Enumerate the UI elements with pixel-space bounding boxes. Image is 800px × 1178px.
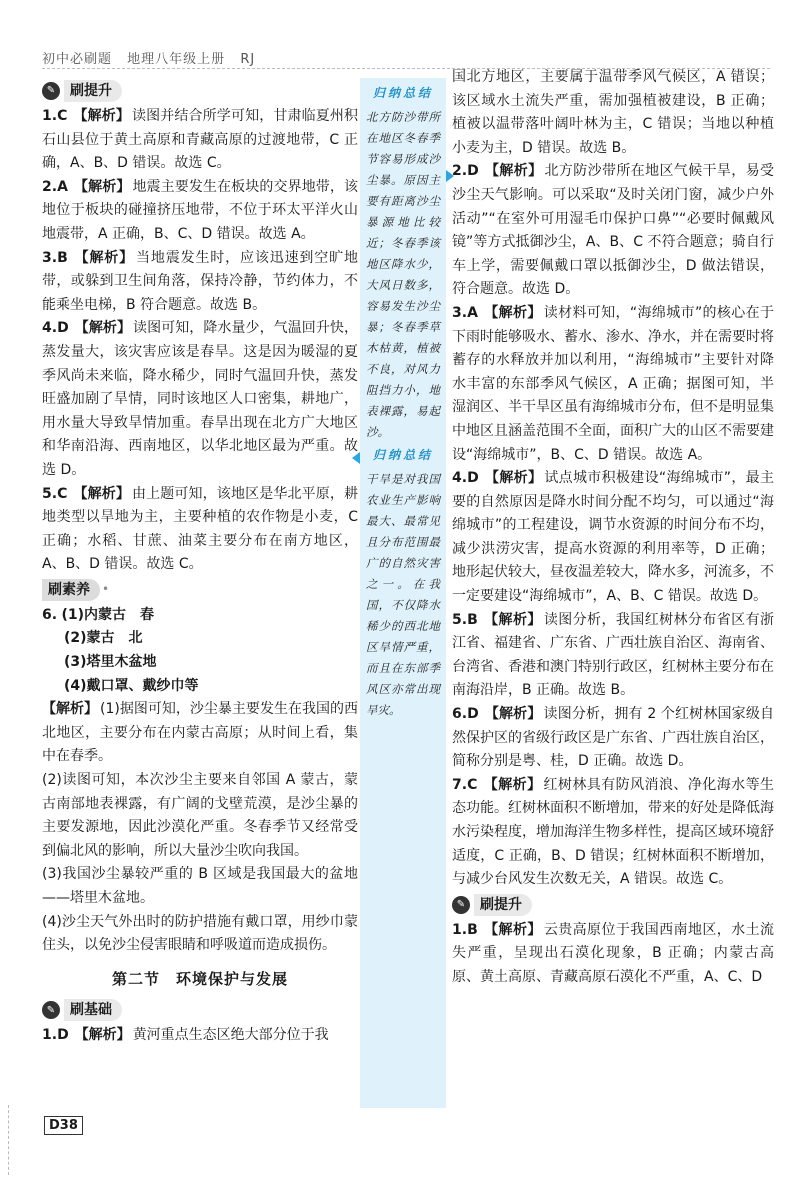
header-book-series: 初中必刷题 [42,52,113,67]
section-badge-basic: ✎ 刷基础 [42,999,122,1021]
running-header [42,48,265,67]
right-column [452,66,774,990]
pencil-icon: ✎ [42,82,60,100]
answer-item: 4.D 【解析】 读图可知，降水量少，气温回升快，蒸发量大，该灾害应该是春旱。这是因为暖湿的夏季风尚未来临，降水稀少，同时气温回升快，蒸发旺盛加剧了旱情，同时该地区人口密集，耕地广，用水量大导致旱情加重。春旱出现在北方广大地区和华南沿海、西南地区，以华北地区最为严重。故选 D。 [42,320,358,478]
tip-title: 归纳总结 [372,86,433,100]
answer-continuation: 国北方地区，主要属于温带季风气候区，A 错误；该区域水土流失严重，需加强植被建设，B 正确；植被以温带落叶阔叶林为主，C 错误；当地以种植小麦为主，D 错误。故选 B。 [452,69,774,156]
answer-item: 1.B 【解析】 云贵高原位于我国西南地区，水土流失严重，呈现出石漠化现象，B 正确；内蒙古高原、黄土高原、青藏高原石漠化不严重，A、C、D [452,921,775,985]
answer-item: 7.C 【解析】 红树林具有防风消浪、净化海水等生态功能。红树林面积不断增加，带来的好处是降低海水污染程度，增加海洋生物多样性，提高区域环境舒适度，C 正确，B、D 错误；红树林面积不断增加，与减少台风发生次数无关，A 错误。故选 C。 [452,776,775,888]
answer-item: 1.D 【解析】 黄河重点生态区绝大部分位于我 [42,1027,329,1044]
section-title: 第二节 环境保护与发展 [111,969,288,988]
section-badge-improve: ✎ 刷提升 [452,894,532,916]
section-badge-literacy: 刷素养 • [42,579,111,601]
page-number: D38 [44,1116,83,1135]
section-badge-improve: ✎ 刷提升 [42,80,122,102]
tip-text: 干旱是对我国农业生产影响最大、最常见且分布范围最广的自然灾害之一。在我国，不仅降水稀少的西北地区旱情严重，而且在东部季风区亦常出现旱灾。 [366,472,440,717]
tip-title: 归纳总结 [372,448,433,462]
left-column [42,78,358,1048]
answer-item: 3.B 【解析】 当地震发生时，应该迅速到空旷地带，或躲到卫生间角落，保持冷静，节约体力，不能乘坐电梯，B 符合题意。故选 B。 [42,249,358,313]
tip-block-2 [360,440,446,721]
tip-text: 北方防沙带所在地区冬春季节容易形成沙尘暴。原因主要有距离沙尘暴源地比较近；冬春季该地区降水少，大风日数多，容易发生沙尘暴；冬春季草木枯黄，植被不良，对风力阻挡力小，地表裸露，易起沙。 [366,110,440,439]
answer-item: 3.A 【解析】 读材料可知，“海绵城市”的核心在于下雨时能够吸水、蓄水、渗水、净水，并在需要时将蓄存的水释放并加以利用，“海绵城市”主要针对降水丰富的东部季风气候区，A 正确；据图可知，半湿润区、半干旱区虽有海绵城市分布，但不是明显集中地区且涵盖范围不全面，面积广大的山区不需要建设“海绵城市”，B、C、D 错误。故选 A。 [452,304,774,463]
answer-item: 4.D 【解析】 试点城市积极建设“海绵城市”，最主要的自然原因是降水时间分配不均匀，可以通过“海绵城市”的工程建设，调节水资源的时间分布不均，减少洪涝灾害，提高水资源的利用率等，D 正确；地形起伏较大，昼夜温差较大，降水多，河流多，不一定要建设“海绵城市”，A、B、C 错误。故选 D。 [452,470,774,605]
pointer-arrow-icon [352,452,360,464]
answer-item-q6: 6. (1)内蒙古 春 (2)蒙古 北 (3)塔里木盆地 (4)戴口罩、戴纱巾等 【解析】 (1)据图可知，沙尘暴主要发生在我国的西北地区，主要分布在内蒙古高原；从时间上看，集中在春季。 (2)读图可知，本次沙尘主要来自邻国 A 蒙古，蒙古南部地表裸露，有广阔的戈壁荒漠，是沙尘暴的主要发源地，因此沙漠化严重。冬春季节又经常受到偏北风的影响，所以大量沙尘吹向我国。 (3)我国沙尘暴较严重的 B 区域是我国最大的盆地——塔里木盆地。 (4)沙尘天气外出时的防护措施有戴口罩，用纱巾蒙住头，以免沙尘侵害眼睛和呼吸道而造成损伤。 [42,606,358,954]
answer-item: 5.C 【解析】 由上题可知，该地区是华北平原，耕地类型以旱地为主，主要种植的农作物是小麦，C 正确；水稻、甘蔗、油菜主要分布在南方地区，A、B、D 错误。故选 C。 [42,485,359,573]
answer-item: 5.B 【解析】 读图分析，我国红树林分布省区有浙江省、福建省、广东省、广西壮族自治区、海南省、台湾省、香港和澳门特别行政区，红树林主要分布在南海沿岸，B 正确。故选 B。 [452,611,775,699]
margin-dotted-line [8,1105,9,1175]
header-edition: RJ [240,52,256,67]
header-book-title: 地理八年级上册 [127,52,226,67]
dots-decoration: • [102,582,112,597]
pencil-icon: ✎ [452,896,470,914]
answer-item: 1.C 【解析】 读图并结合所学可知，甘肃临夏州积石山县位于黄土高原和青藏高原的过渡地带，C 正确，A、B、D 错误。故选 C。 [42,108,359,172]
tips-sidebar [360,78,446,1108]
answer-item: 6.D 【解析】 读图分析，拥有 2 个红树林国家级自然保护区的省级行政区是广东省、广西壮族自治区，简称分别是粤、桂，D 正确。故选 D。 [452,706,775,770]
answer-item: 2.A 【解析】 地震主要发生在板块的交界地带，该地位于板块的碰撞挤压地带，不位于环太平洋火山地震带，A 正确，B、C、D 错误。故选 A。 [42,178,359,242]
answer-item: 2.D 【解析】 北方防沙带所在地区气候干旱，易受沙尘天气影响。可以采取“及时关闭门窗，减少户外活动”“在室外可用湿毛巾保护口鼻”“必要时佩戴风镜”等方式抵御沙尘，A、B、C 不符合题意；骑自行车上学，需要佩戴口罩以抵御沙尘，D 做法错误，符合题意。故选 D。 [452,163,774,298]
pencil-icon: ✎ [42,1001,60,1019]
